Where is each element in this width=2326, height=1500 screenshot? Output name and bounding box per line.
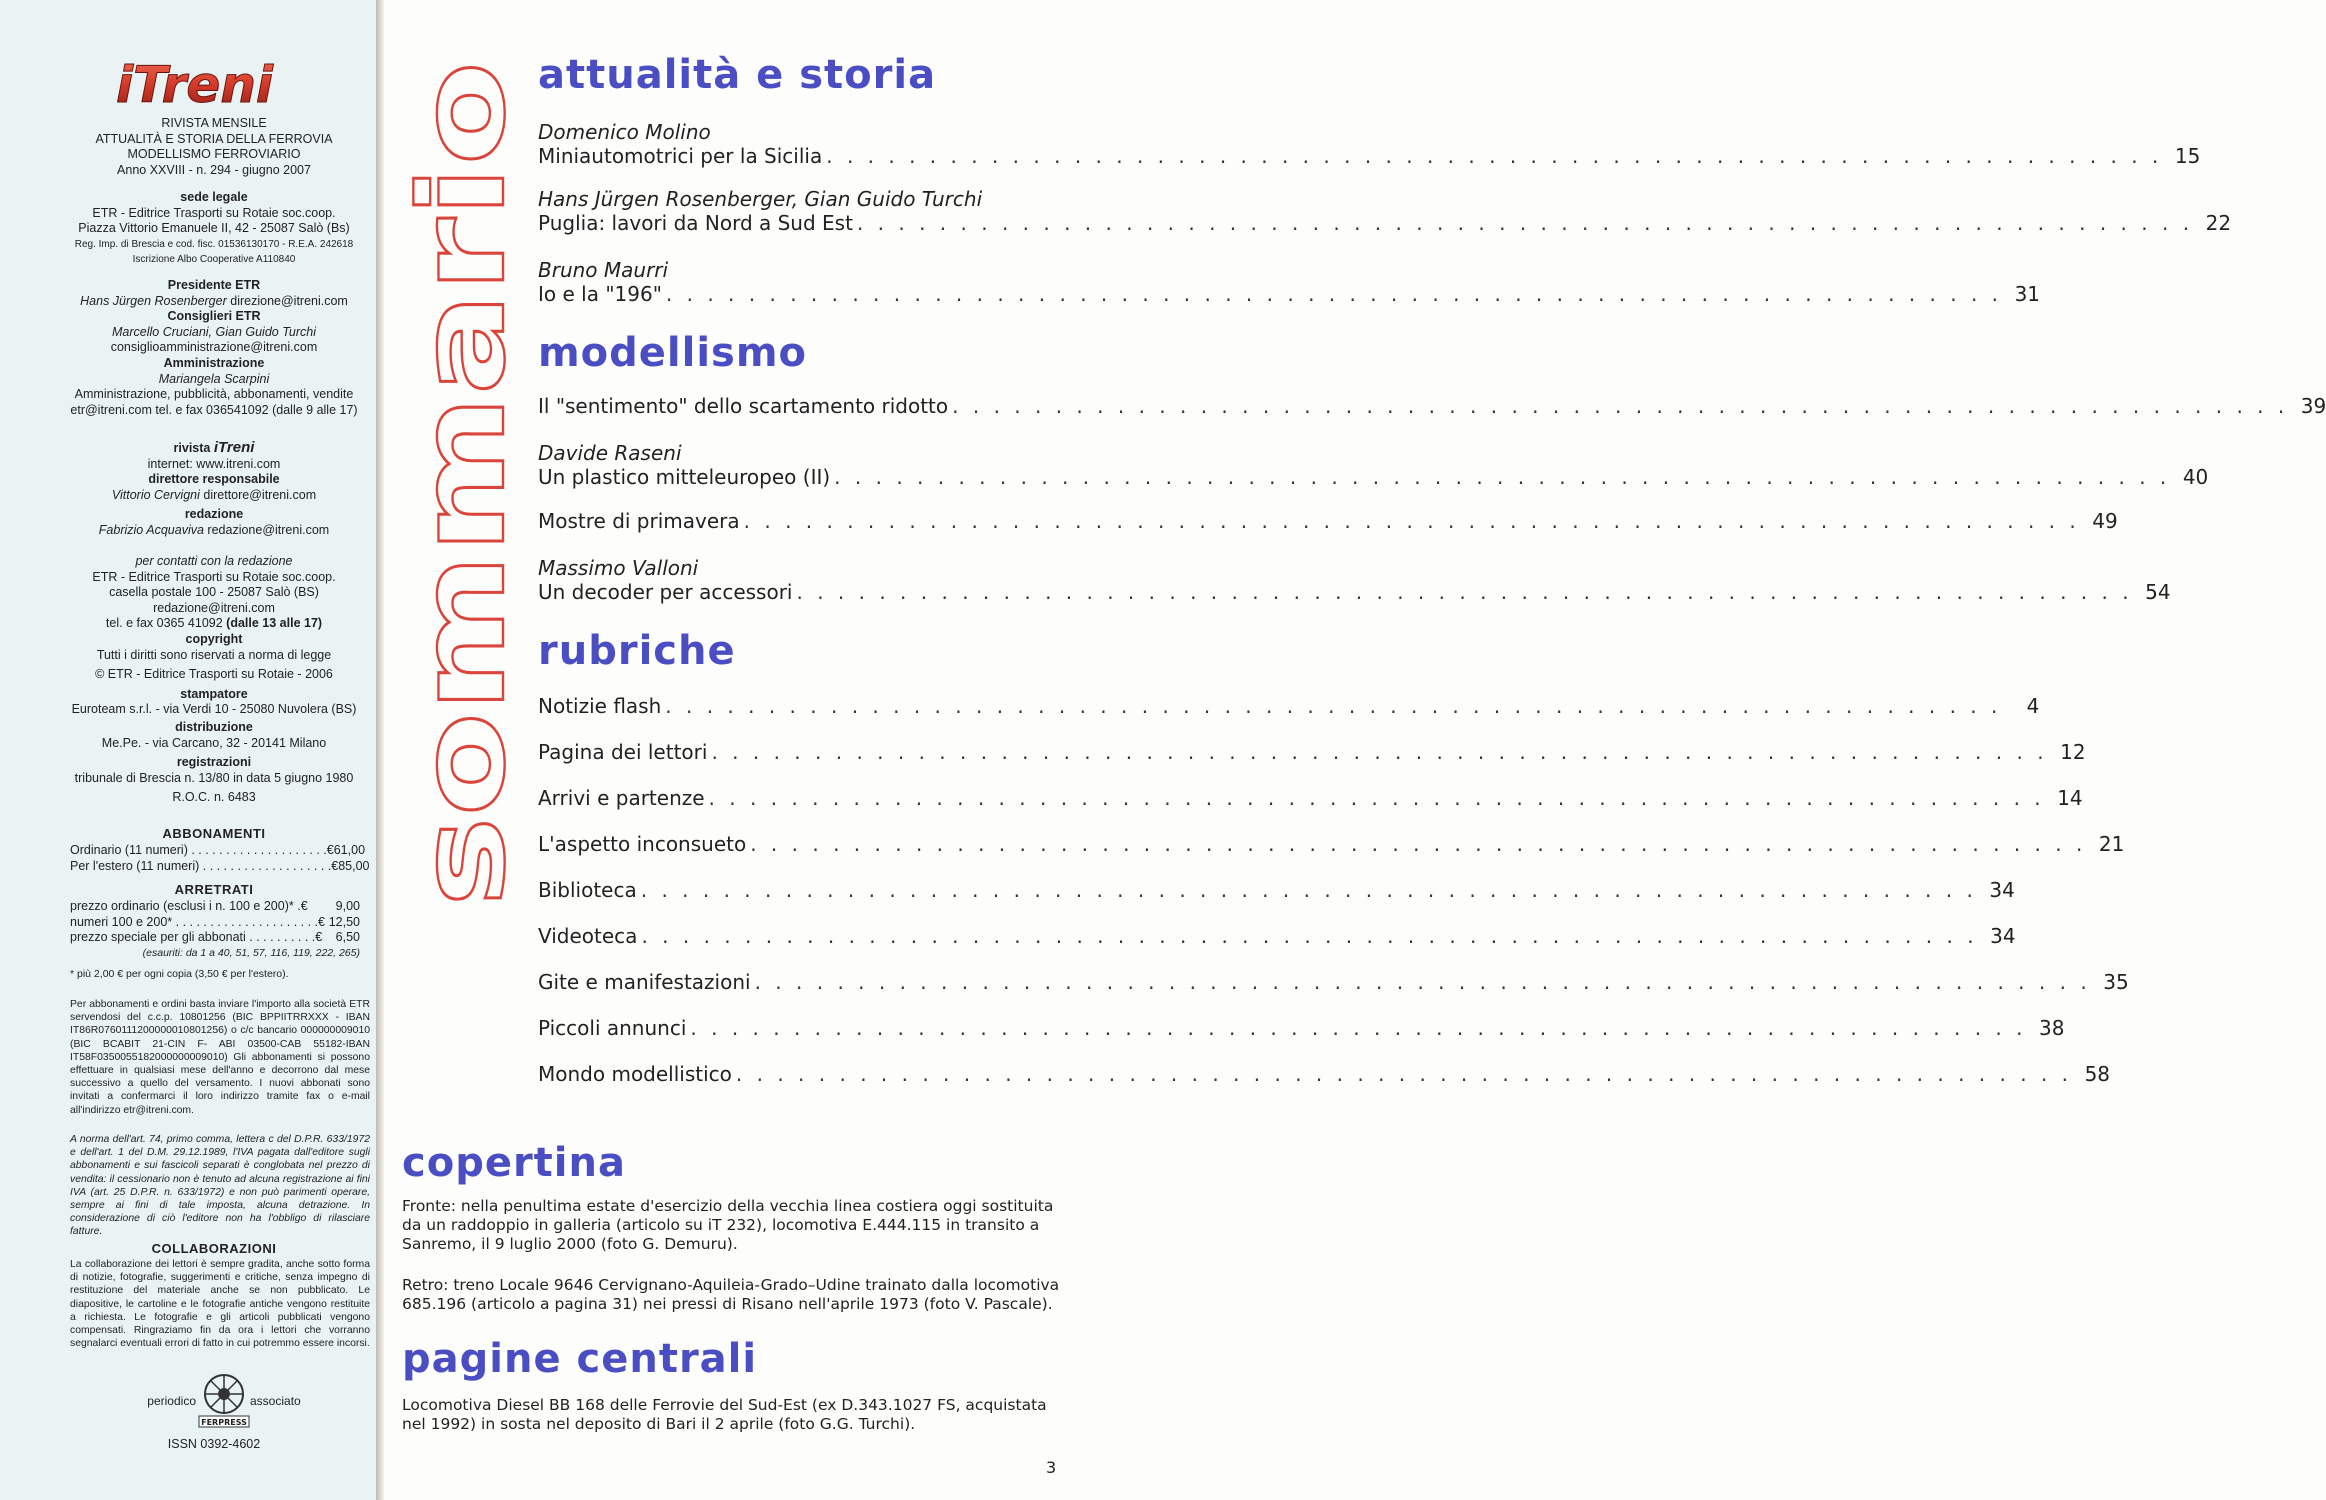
vertical-sommario-title	[395, 55, 530, 910]
rivista-title: iTreni	[213, 439, 255, 456]
rivista-internet[interactable]: internet: www.itreni.com	[147, 456, 281, 471]
contatti-intro: per contatti con la redazione	[135, 554, 293, 568]
arretrati-footnote: * più 2,00 € per ogni copia (3,50 € per l'estero).	[70, 968, 289, 980]
copyright-heading: copyright	[185, 631, 243, 646]
redazione-heading: redazione	[184, 507, 244, 522]
price-currency: €	[331, 858, 339, 873]
contatti-block	[58, 554, 370, 806]
leader-dots	[740, 509, 2084, 533]
contatti-line: casella postale 100 - 25087 Salò (BS)	[109, 585, 319, 600]
sede-line: Reg. Imp. di Brescia e cod. fisc. 01536130170 - R.E.A. 242618	[74, 238, 354, 250]
iva-paragraph: A norma dell'art. 74, primo comma, lettera c del D.P.R. 633/1972 e dell'art. 1 del D.M. 29.12.1989, l'IVA pagata dall'editore sugli abbonamenti e sui fascicoli separati è conglobata nel prezzo di vendita: il cessionario non è tenuto ad alcuna registrazione ai fini IVA (art. 25 D.P.R. n. 633/1972) e non può parimenti operare, sempre ai fini di tale imposta, alcuna detrazione. In considerazione di ciò l'editore non ha l'obbligo di rilasciare fatture.	[70, 1134, 370, 1238]
rivista-block	[58, 440, 370, 539]
section-title-pagine-centrali: pagine centrali	[402, 1336, 758, 1382]
section-title-modellismo: modellismo	[538, 330, 808, 376]
registrazioni-line: tribunale di Brescia n. 13/80 in data 5 giugno 1980	[74, 770, 354, 785]
price-amount: 61,00	[333, 843, 366, 857]
entry-title: Mondo modellistico	[538, 1062, 732, 1086]
leader-dots	[751, 970, 2095, 994]
price-amount: 6,50	[335, 930, 360, 944]
entry-page: 31	[2014, 282, 2041, 306]
entry-page: 21	[2098, 832, 2125, 856]
arretrati-heading: ARRETRATI	[174, 882, 254, 897]
price-row	[70, 899, 360, 915]
entry-author: Davide Raseni	[538, 441, 682, 465]
leader-dots	[853, 211, 2197, 235]
entry-title: L'aspetto inconsueto	[538, 832, 747, 856]
leader-dots	[822, 144, 2166, 168]
direttore-name: Vittorio Cervigni	[111, 487, 200, 502]
entry-title: Piccoli annunci	[538, 1016, 687, 1040]
entry-page: 35	[2103, 970, 2129, 994]
redazione-name: Fabrizio Acquaviva	[98, 522, 204, 537]
copyright-line: © ETR - Editrice Trasporti su Rotaie - 2006	[95, 667, 333, 682]
entry-page: 12	[2060, 740, 2086, 764]
sommario-text: sommario	[393, 250, 531, 907]
contatti-email[interactable]: redazione@itreni.com	[153, 600, 275, 615]
distribuzione-text: Me.Pe. - via Carcano, 32 - 20141 Milano	[101, 735, 327, 750]
entry-page: 34	[1989, 878, 2015, 902]
price-row	[70, 915, 360, 931]
entry-title: Notizie flash	[538, 694, 662, 718]
contatti-line: ETR - Editrice Trasporti su Rotaie soc.coop.	[92, 569, 336, 584]
periodico-label: periodico	[147, 1394, 196, 1408]
sede-legale-block	[58, 190, 370, 268]
consiglieri-heading: Consiglieri ETR	[167, 309, 261, 324]
redazione-email[interactable]: redazione@itreni.com	[207, 522, 330, 537]
entry-page: 4	[2026, 694, 2040, 718]
entry-title: Miniautomotrici per la Sicilia	[538, 144, 823, 168]
presidente-email[interactable]: direzione@itreni.com	[230, 293, 348, 308]
entry-title: Gite e manifestazioni	[538, 970, 751, 994]
ferpress-label: FERPRESS	[201, 1418, 247, 1427]
issue-line: Anno XXVIII - n. 294 - giugno 2007	[117, 162, 311, 177]
stampatore-heading: stampatore	[180, 686, 248, 701]
toc-entry[interactable]	[538, 832, 2125, 856]
presidente-name: Hans Jürgen Rosenberger	[80, 293, 227, 308]
toc-entry[interactable]	[538, 740, 2086, 764]
associato-label: associato	[250, 1394, 301, 1408]
amministrazione-name: Mariangela Scarpini	[158, 371, 270, 386]
entry-author: Hans Jürgen Rosenberger, Gian Guido Turchi	[538, 187, 983, 211]
direttore-heading: direttore responsabile	[148, 472, 280, 487]
toc-entry[interactable]	[538, 1062, 2111, 1086]
entry-page: 58	[2084, 1062, 2111, 1086]
price-currency: €	[318, 914, 325, 929]
toc-entry[interactable]	[538, 970, 2129, 994]
ferpress-wheel-icon	[197, 1372, 251, 1430]
entry-page: 54	[2145, 580, 2171, 604]
leader-dots	[637, 924, 1981, 948]
entry-page: 38	[2039, 1016, 2065, 1040]
direttore-email[interactable]: direttore@itreni.com	[203, 487, 317, 502]
section-title-rubriche: rubriche	[538, 628, 736, 674]
entry-page: 14	[2057, 786, 2083, 810]
contatti-tel: tel. e fax 0365 41092	[105, 616, 223, 631]
leader-dots	[705, 786, 2049, 810]
entry-title: Mostre di primavera	[538, 509, 740, 533]
entry-title: Arrivi e partenze	[538, 786, 705, 810]
page-number: 3	[1046, 1458, 1057, 1477]
price-label: Ordinario (11 numeri) . . . . . . . . . . . . . . . . . . . .	[70, 843, 327, 857]
payment-paragraph: Per abbonamenti e ordini basta inviare l'importo alla società ETR servendosi del c.c.p. 10801256 (BIC BPPIITRRXXX - IBAN IT86R0760111200000010801256) o c/c bancario 000000009010 (BIC BCABIT 21-CIN F- ABI 03500-CAB 55182-IBAN IT58F0350055182000000009010) Gli abbonamenti si possono effettuare in qualsiasi mese dell'anno e decorrono dal mese successivo a quello del versamento. I nuovi abbonati sono invitati a confermarci il loro indirizzo tramite fax o e-mail all'indirizzo etr@itreni.com.	[70, 999, 370, 1116]
toc-entry[interactable]	[538, 258, 2041, 306]
stampatore-text: Euroteam s.r.l. - via Verdi 10 - 25080 Nuvolera (BS)	[71, 702, 357, 717]
centerfold-caption: Locomotiva Diesel BB 168 delle Ferrovie del Sud-Est (ex D.343.1027 FS, acquistata nel 1992) in sosta nel deposito di Bari il 2 aprile (foto G.G. Turchi).	[402, 1396, 1047, 1433]
section-title-attualita: attualità e storia	[538, 52, 937, 98]
price-amount: 12,50	[328, 914, 360, 929]
price-currency: €	[300, 899, 308, 913]
registrazioni-line: R.O.C. n. 6483	[172, 790, 256, 805]
cover-back-caption: Retro: treno Locale 9646 Cervignano-Aquileia-Grado–Udine trainato dalla locomotiva 685.196 (articolo a pagina 31) nei pressi di Risano nell'aprile 1973 (foto V. Pascale).	[402, 1276, 1060, 1313]
price-row	[70, 930, 360, 946]
entry-title: Io e la "196"	[538, 282, 662, 306]
masthead-block	[58, 116, 370, 178]
arretrati-table	[70, 899, 360, 983]
section-title-copertina: copertina	[402, 1140, 626, 1186]
toc-entry[interactable]	[538, 509, 2118, 533]
cover-front-caption: Fronte: nella penultima estate d'esercizio della vecchia linea costiera oggi sostituita da un raddoppio in galleria (articolo su iT 232), locomotiva E.444.115 in transito a Sanremo, il 9 luglio 2000 (foto G. Demuru).	[402, 1197, 1054, 1253]
entry-author: Domenico Molino	[538, 120, 711, 144]
entry-page: 22	[2205, 211, 2232, 235]
entry-author: Bruno Maurri	[538, 258, 669, 282]
toc-entry[interactable]	[538, 394, 2326, 418]
leader-dots	[637, 878, 1981, 902]
price-label: Per l'estero (11 numeri) . . . . . . . . . . . . . . . . . . .	[70, 858, 332, 873]
entry-title: Un plastico mitteleuropeo (II)	[538, 465, 831, 489]
amministrazione-contact: etr@itreni.com tel. e fax 036541092 (dalle 9 alle 17)	[70, 402, 358, 417]
entry-title: Un decoder per accessori	[538, 580, 793, 604]
page-gutter	[376, 0, 384, 1500]
copyright-line: Tutti i diritti sono riservati a norma di legge	[96, 647, 332, 662]
rivista-heading: rivista	[173, 441, 211, 455]
entry-title: Biblioteca	[538, 878, 637, 902]
price-currency: €	[326, 843, 334, 857]
entry-author: Massimo Valloni	[538, 556, 699, 580]
itreni-logo	[112, 56, 302, 114]
sede-legale-heading: sede legale	[180, 190, 248, 204]
masthead-line: RIVISTA MENSILE	[161, 116, 267, 130]
masthead-line: ATTUALITÀ E STORIA DELLA FERROVIA	[95, 131, 333, 146]
toc-entry[interactable]	[538, 694, 2040, 718]
entry-page: 40	[2182, 465, 2209, 489]
leader-dots	[686, 1016, 2030, 1040]
price-amount: 9,00	[335, 899, 360, 913]
leader-dots	[661, 694, 2005, 718]
entry-title: Il "sentimento" dello scartamento ridotto	[538, 394, 949, 418]
price-row	[70, 858, 370, 875]
price-label: prezzo speciale per gli abbonati . . . . . . . . . .	[70, 930, 316, 944]
sede-line: ETR - Editrice Trasporti su Rotaie soc.coop.	[92, 205, 336, 220]
abbonamenti-table	[70, 843, 370, 874]
consiglieri-email[interactable]: consiglioamministrazione@itreni.com	[110, 340, 318, 355]
abbonamenti-heading: ABBONAMENTI	[162, 826, 266, 841]
entry-title: Videoteca	[538, 924, 638, 948]
amministrazione-heading: Amministrazione	[163, 355, 265, 370]
distribuzione-heading: distribuzione	[175, 719, 253, 734]
leader-dots	[830, 465, 2174, 489]
presidente-block	[58, 278, 370, 418]
issn: ISSN 0392-4602	[167, 1437, 261, 1451]
presidente-heading: Presidente ETR	[167, 278, 261, 292]
consiglieri-names: Marcello Cruciani, Gian Guido Turchi	[111, 324, 316, 339]
leader-dots	[948, 394, 2292, 418]
price-amount: 85,00	[338, 858, 370, 873]
sede-line: Iscrizione Albo Cooperative A110840	[132, 254, 296, 266]
entry-title: Puglia: lavori da Nord a Sud Est	[538, 211, 853, 235]
toc-entry[interactable]	[538, 441, 2209, 489]
leader-dots	[707, 740, 2051, 764]
toc-entry[interactable]	[538, 924, 2016, 948]
price-label: prezzo ordinario (esclusi i n. 100 e 200)* .	[70, 899, 301, 913]
leader-dots	[732, 1062, 2076, 1086]
leader-dots	[662, 282, 2006, 306]
entry-page: 39	[2300, 394, 2326, 418]
esauriti-note: (esauriti: da 1 a 40, 51, 57, 116, 119, 222, 265)	[142, 946, 360, 959]
leader-dots	[746, 832, 2090, 856]
entry-page: 49	[2092, 509, 2118, 533]
entry-page: 34	[1990, 924, 2016, 948]
price-row	[70, 843, 366, 859]
sede-line: Piazza Vittorio Emanuele II, 42 - 25087 Salò (Bs)	[78, 221, 350, 236]
toc-entry[interactable]	[538, 187, 2232, 235]
masthead-line: MODELLISMO FERROVIARIO	[127, 147, 301, 162]
toc-entry[interactable]	[538, 556, 2171, 604]
toc-entry[interactable]	[538, 120, 2201, 168]
entry-title: Pagina dei lettori	[538, 740, 708, 764]
contatti-hours: (dalle 13 alle 17)	[226, 616, 323, 631]
price-label: numeri 100 e 200* . . . . . . . . . . . . . . . . . . . . .	[70, 914, 319, 929]
entry-page: 15	[2174, 144, 2201, 168]
leader-dots	[792, 580, 2136, 604]
logo-text: iTreni	[116, 56, 274, 114]
price-currency: €	[315, 930, 323, 944]
toc-entry[interactable]	[538, 786, 2083, 810]
toc-entry[interactable]	[538, 878, 2015, 902]
registrazioni-heading: registrazioni	[176, 755, 252, 770]
amministrazione-line: Amministrazione, pubblicità, abbonamenti, vendite	[74, 387, 354, 402]
toc-entry[interactable]	[538, 1016, 2065, 1040]
collaborazioni-paragraph: La collaborazione dei lettori è sempre gradita, anche sotto forma di notizie, fotografie, suggerimenti e critiche, senza impegno di restituzione del materiale anche se non pubblicato. Le diapositive, le cartoline e le fotografie antiche vengono restituite a richiesta. Le fotografie e gli articoli pubblicati vengono compensati. Ringraziamo fin da ora i lettori che vorranno segnalarci eventuali errori di fatto in cui potremmo essere incorsi.	[70, 1259, 370, 1350]
collaborazioni-heading: COLLABORAZIONI	[151, 1241, 277, 1256]
